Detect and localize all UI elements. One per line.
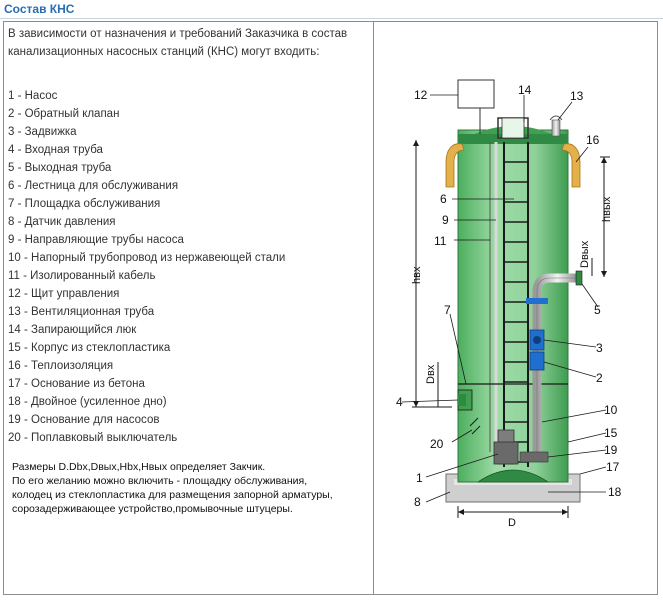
callout-3: 3 xyxy=(596,341,603,355)
list-item: 2 - Обратный клапан xyxy=(8,108,120,120)
callout-15: 15 xyxy=(604,426,618,440)
check-valve xyxy=(530,352,544,370)
note-line: По его желанию можно включить - площадку обслуживания, xyxy=(12,475,308,487)
dim-d-in: Dвх xyxy=(425,364,437,384)
note-line: Размеры D.Dbx,Dвых,Hbx,Hвых определяет Закчик. xyxy=(12,461,266,473)
callout-1: 1 xyxy=(416,471,423,485)
title-underline xyxy=(0,18,663,19)
callout-12: 12 xyxy=(414,88,428,102)
callout-20: 20 xyxy=(430,437,444,451)
list-item: 1 - Насос xyxy=(8,90,58,102)
callout-18: 18 xyxy=(608,485,622,499)
callout-10: 10 xyxy=(604,403,618,417)
dim-d-out: Dвых xyxy=(579,240,591,268)
list-item: 12 - Щит управления xyxy=(8,288,120,300)
callout-8: 8 xyxy=(414,495,421,509)
page-title: Состав КНС xyxy=(4,2,75,16)
callout-4: 4 xyxy=(396,395,403,409)
list-item: 11 - Изолированный кабель xyxy=(8,270,156,282)
list-item: 5 - Выходная труба xyxy=(8,162,112,174)
note-line: сорозадерживающее устройство,промывочные штуцеры. xyxy=(12,503,293,515)
callout-7: 7 xyxy=(444,303,451,317)
dim-d: D xyxy=(508,517,516,529)
list-item: 4 - Входная труба xyxy=(8,144,103,156)
list-item: 3 - Задвижка xyxy=(8,126,77,138)
dim-h-out: hвых xyxy=(601,196,613,222)
control-panel xyxy=(458,80,494,108)
list-item: 6 - Лестница для обслуживания xyxy=(8,180,179,192)
callout-13: 13 xyxy=(570,89,584,103)
list-item: 17 - Основание из бетона xyxy=(8,378,145,390)
callout-19: 19 xyxy=(604,443,618,457)
intro-text: В зависимости от назначения и требований Заказчика в состав канализационных насосных станций (КНС) могут входить: xyxy=(8,28,348,58)
dim-h-in: hвх xyxy=(411,266,423,284)
pump-base xyxy=(520,452,548,462)
components-list xyxy=(8,87,285,447)
list-item: 15 - Корпус из стеклопластика xyxy=(8,342,171,354)
callout-5: 5 xyxy=(594,303,601,317)
list-item: 16 - Теплоизоляция xyxy=(8,360,114,372)
list-item: 18 - Двойное (усиленное дно) xyxy=(8,396,167,408)
outlet-flange xyxy=(576,271,582,285)
callout-11: 11 xyxy=(434,234,447,248)
list-item: 9 - Направляющие трубы насоса xyxy=(8,234,184,246)
callout-17: 17 xyxy=(606,460,620,474)
callout-9: 9 xyxy=(442,213,449,227)
list-item: 8 - Датчик давления xyxy=(8,216,116,228)
callout-14: 14 xyxy=(518,83,532,97)
list-item: 7 - Площадка обслуживания xyxy=(8,198,161,210)
list-item: 20 - Поплавковый выключатель xyxy=(8,432,178,444)
callout-16: 16 xyxy=(586,133,600,147)
list-item: 10 - Напорный трубопровод из нержавеющей стали xyxy=(8,252,286,264)
list-item: 14 - Запирающийся люк xyxy=(8,324,137,336)
list-item: 13 - Вентиляционная труба xyxy=(8,306,155,318)
callout-6: 6 xyxy=(440,192,447,206)
kns-diagram xyxy=(374,22,657,594)
list-item: 19 - Основание для насосов xyxy=(8,414,160,426)
callout-2: 2 xyxy=(596,371,603,385)
note-line: колодец из стеклопластика для размещения запорной арматуры, xyxy=(12,489,333,501)
dimensions-note xyxy=(12,460,370,516)
vent-pipe xyxy=(552,120,560,136)
